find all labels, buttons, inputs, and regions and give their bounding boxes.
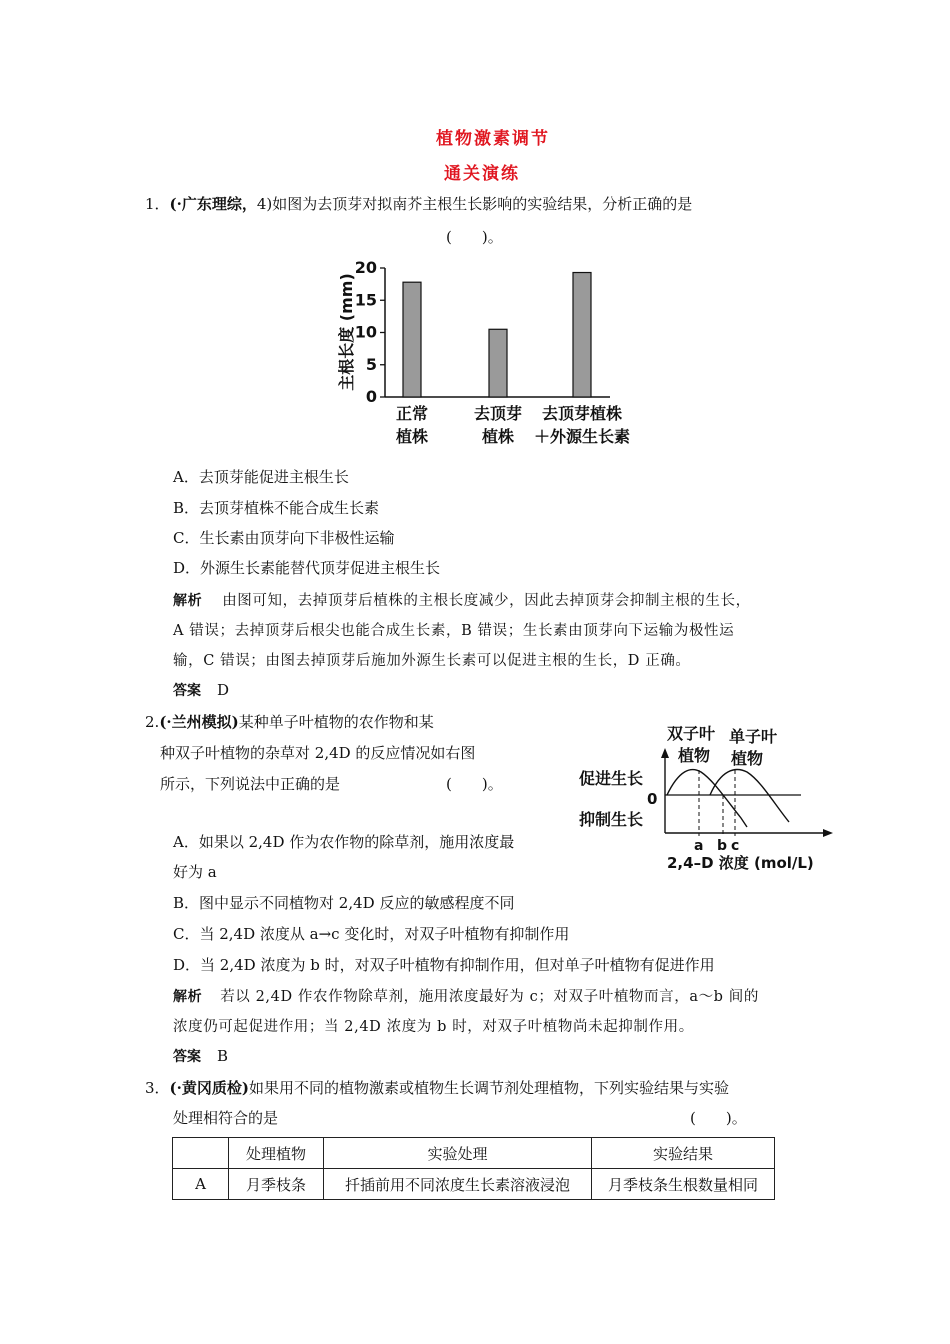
marker-b: b (717, 838, 728, 854)
table-header-cell (173, 1138, 229, 1169)
bar (573, 273, 591, 397)
q1-answer (173, 680, 229, 700)
bar-chart (330, 255, 660, 455)
q2-option-a-cont: 好为 a (173, 863, 217, 881)
q2-answer-value: B (217, 1047, 229, 1065)
q1-option-a: A．去顶芽能促进主根生长 (173, 468, 349, 486)
question-2-number: 2. (145, 713, 160, 731)
question-2-text-2: 种双子叶植物的杂草对 2,4D 的反应情况如右图 (160, 744, 476, 762)
q1-analysis-line-2: A 错误；去掉顶芽后根尖也能合成生长素，B 错误；生长素由顶芽向下运输为极性运 (173, 623, 735, 639)
question-1-stem (145, 193, 692, 214)
question-3-blank: ( )。 (690, 1109, 747, 1127)
question-3-stem (145, 1077, 729, 1098)
question-2-text-1: 某种单子叶植物的农作物和某 (238, 713, 434, 731)
q2-analysis-line-2: 浓度仍可起促进作用；当 2,4D 浓度为 b 时，对双子叶植物尚未起抑制作用。 (173, 1019, 694, 1035)
category-label: 去顶芽植株 (541, 404, 623, 423)
y-tick-label: 10 (354, 322, 377, 342)
page-title: 植物激素调节 (436, 129, 550, 149)
category-label: 正常 (395, 404, 429, 423)
category-label: ＋外源生长素 (533, 427, 631, 446)
table-header-row (173, 1138, 775, 1169)
y-tick-label: 15 (354, 290, 377, 310)
question-1-source: (·广东理综， (169, 195, 257, 213)
bar (403, 282, 421, 397)
category-labels (396, 404, 630, 446)
question-3-number: 3． (145, 1079, 170, 1097)
y-axis-arrow (661, 748, 669, 758)
question-1-text: 4)如图为去顶芽对拟南芥主根生长影响的实验结果，分析正确的是 (256, 195, 693, 213)
q1-analysis-line-1 (173, 589, 751, 610)
question-2-blank: ( )。 (446, 775, 503, 793)
q2-answer (173, 1046, 228, 1066)
inhibit-label: 抑制生长 (579, 810, 644, 829)
x-axis-label: 2,4–D 浓度 (mol/L) (667, 854, 814, 872)
category-label: 去顶芽 (473, 404, 523, 423)
dicot-label-2: 植物 (678, 746, 711, 765)
experiment-table (172, 1137, 775, 1200)
question-3-source: (·黄冈质检) (169, 1079, 249, 1097)
marker-c: c (731, 838, 740, 854)
response-curve-chart (575, 718, 845, 878)
question-2-source: (·兰州模拟) (159, 713, 239, 731)
page-subtitle: 通关演练 (444, 164, 520, 184)
table-header-cell: 处理植物 (229, 1138, 324, 1169)
q1-analysis-label: 解析 (173, 593, 203, 609)
table-cell: 扦插前用不同浓度生长素溶液浸泡 (324, 1169, 592, 1200)
monocot-curve (710, 770, 789, 822)
zero-label: 0 (647, 790, 658, 808)
q2-option-b: B．图中显示不同植物对 2,4D 反应的敏感程度不同 (173, 894, 515, 912)
monocot-label-1: 单子叶 (729, 727, 778, 746)
y-axis-label: 主根长度 (mm) (337, 273, 356, 391)
promote-label: 促进生长 (579, 769, 644, 788)
table-row (173, 1169, 775, 1200)
question-1-blank: ( )。 (446, 228, 503, 246)
q1-analysis-text-1: 由图可知，去掉顶芽后植株的主根长度减少，因此去掉顶芽会抑制主根的生长， (222, 593, 751, 609)
question-3-text-2: 处理相符合的是 (173, 1109, 279, 1127)
y-tick-label: 0 (365, 387, 377, 406)
category-label: 植株 (481, 427, 515, 446)
table-cell: A (173, 1169, 229, 1200)
x-axis-arrow (823, 829, 833, 837)
table-header-cell: 实验结果 (592, 1138, 775, 1169)
question-2-stem (145, 711, 434, 732)
q2-analysis-line-1 (173, 985, 759, 1006)
y-tick-label: 20 (354, 258, 377, 277)
q1-option-c: C．生长素由顶芽向下非极性运输 (173, 529, 395, 547)
bar (489, 329, 507, 397)
q1-option-d: D．外源生长素能替代顶芽促进主根生长 (173, 559, 441, 577)
question-2-text-3: 所示，下列说法中正确的是 (160, 775, 341, 793)
q1-option-b: B．去顶芽植株不能合成生长素 (173, 499, 380, 517)
q2-option-c: C．当 2,4D 浓度从 a→c 变化时，对双子叶植物有抑制作用 (173, 925, 570, 943)
q1-answer-label: 答案 (173, 683, 201, 699)
q2-analysis-label: 解析 (173, 989, 203, 1005)
table-cell: 月季枝条生根数量相同 (592, 1169, 775, 1200)
table-cell: 月季枝条 (229, 1169, 324, 1200)
y-axis-ticks (355, 258, 385, 406)
category-label: 植株 (395, 427, 429, 446)
monocot-label-2: 植物 (731, 749, 764, 768)
question-3-text: 如果用不同的植物激素或植物生长调节剂处理植物，下列实验结果与实验 (248, 1079, 729, 1097)
marker-a: a (694, 838, 704, 854)
q2-answer-label: 答案 (173, 1049, 201, 1065)
q2-analysis-text-1: 若以 2,4D 作农作物除草剂，施用浓度最好为 c；对双子叶植物而言，a～b 间的 (220, 989, 759, 1005)
question-1-number: 1． (145, 195, 170, 213)
q2-option-a: A．如果以 2,4D 作为农作物的除草剂，施用浓度最 (173, 833, 515, 851)
q2-option-d: D．当 2,4D 浓度为 b 时，对双子叶植物有抑制作用，但对单子叶植物有促进作用 (173, 956, 715, 974)
y-tick-label: 5 (365, 354, 377, 374)
table-header-cell: 实验处理 (324, 1138, 592, 1169)
q1-analysis-line-3: 输，C 错误；由图去掉顶芽后施加外源生长素可以促进主根的生长，D 正确。 (173, 653, 691, 669)
bars (403, 273, 591, 397)
q1-answer-value: D (217, 681, 230, 699)
dicot-label-1: 双子叶 (667, 724, 716, 743)
